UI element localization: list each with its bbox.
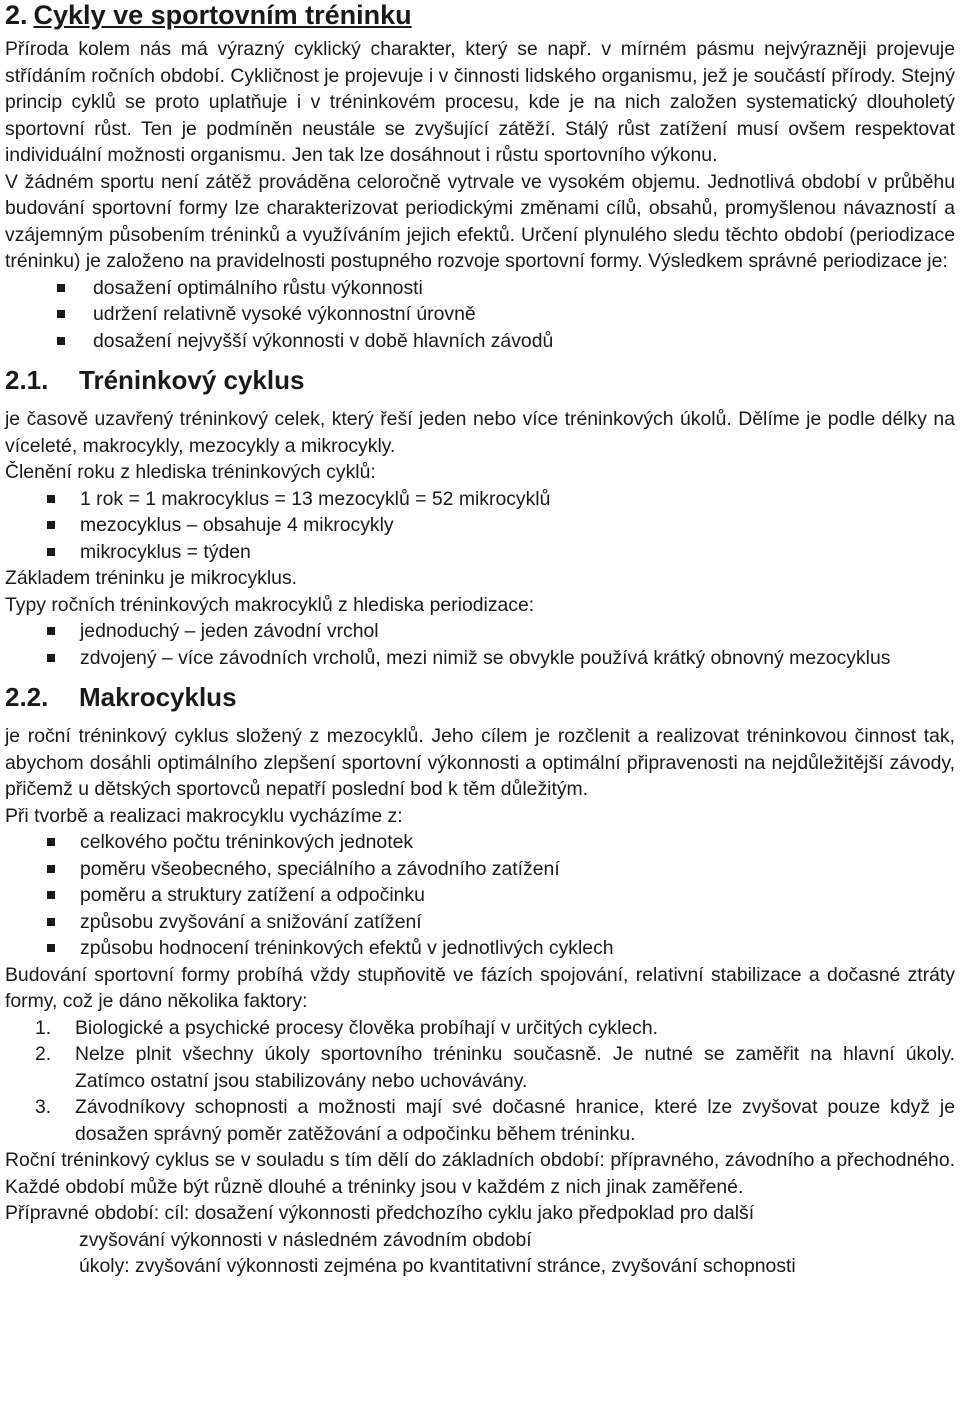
preparatory-period-line: úkoly: zvyšování výkonnosti zejména po kvantitativní stránce, zvyšování schopnosti bbox=[79, 1255, 796, 1277]
subsection-title: Tréninkový cyklus bbox=[79, 365, 305, 395]
list-item: způsobu hodnocení tréninkových efektů v jednotlivých cyklech bbox=[5, 935, 955, 962]
list-item: způsobu zvyšování a snižování zatížení bbox=[5, 909, 955, 936]
list-item: 1 rok = 1 makrocyklus = 13 mezocyklů = 52 mikrocyklů bbox=[5, 486, 955, 513]
macrocycle-types-list bbox=[5, 618, 955, 671]
item-text: Nelze plnit všechny úkoly sportovního tréninku současně. Je nutné se zaměřit na hlavní úkoly. Zatímco ostatní jsou stabilizovány nebo uchovávány. bbox=[75, 1043, 955, 1092]
preparatory-period-line: Přípravné období: cíl: dosažení výkonnosti předchozího cyklu jako předpoklad pro další bbox=[5, 1202, 755, 1224]
list-item: jednoduchý – jeden závodní vrchol bbox=[5, 618, 955, 645]
list-item: dosažení optimálního růstu výkonnosti bbox=[5, 275, 955, 302]
item-number: 1. bbox=[35, 1016, 52, 1039]
list-item bbox=[5, 1094, 955, 1147]
training-cycle-definition: je časově uzavřený tréninkový celek, který řeší jeden nebo více tréninkových úkolů. Dělíme je podle délky na víceleté, makrocykly, mezocykly a mikrocykly. bbox=[5, 408, 955, 457]
list-item: zdvojený – více závodních vrcholů, mezi nimiž se obvykle používá krátký obnovný mezocyklus bbox=[5, 645, 955, 672]
year-division-label: Členění roku z hlediska tréninkových cyklů: bbox=[5, 461, 376, 483]
macrocycle-definition: je roční tréninkový cyklus složený z mezocyklů. Jeho cílem je rozčlenit a realizovat tréninkovou činnost tak, abychom dosáhli optimálního zlepšení sportovní výkonnosti a optimální připravenosti na nejdůležitější závody, přičemž u dětských sportovců nepatří poslední bod k těm důležitým. bbox=[5, 725, 955, 800]
list-item: dosažení nejvyšší výkonnosti v době hlavních závodů bbox=[5, 328, 955, 355]
periodization-results-list bbox=[5, 275, 955, 355]
factors-list bbox=[5, 1015, 955, 1148]
list-item: mezocyklus – obsahuje 4 mikrocykly bbox=[5, 512, 955, 539]
subsection-heading bbox=[5, 682, 955, 712]
subsection-number: 2.2. bbox=[5, 682, 49, 712]
list-item: mikrocyklus = týden bbox=[5, 539, 955, 566]
section-heading bbox=[5, 0, 955, 30]
item-number: 2. bbox=[35, 1043, 52, 1065]
item-text: Biologické a psychické procesy člověka probíhají v určitých cyklech. bbox=[75, 1016, 659, 1039]
list-item: poměru a struktury zatížení a odpočinku bbox=[5, 882, 955, 909]
periods-paragraph: Roční tréninkový cyklus se v souladu s tím dělí do základních období: přípravného, závodního a přechodného. Každé období může být různě dlouhé a tréninky jsou v každém z nich jinak zaměřené. bbox=[5, 1149, 955, 1198]
preparatory-period-line: zvyšování výkonnosti v následném závodním období bbox=[79, 1228, 532, 1251]
section-number: 2. bbox=[5, 0, 28, 30]
list-item: celkového počtu tréninkových jednotek bbox=[5, 829, 955, 856]
item-number: 3. bbox=[35, 1096, 52, 1118]
list-item bbox=[5, 1015, 955, 1042]
creation-label: Při tvorbě a realizaci makrocyklu vycházíme z: bbox=[5, 804, 403, 827]
basis-statement: Základem tréninku je mikrocyklus. bbox=[5, 567, 298, 589]
subsection-title: Makrocyklus bbox=[79, 682, 237, 712]
subsection-number: 2.1. bbox=[5, 365, 49, 395]
intro-paragraph: Příroda kolem nás má výrazný cyklický charakter, který se např. v mírném pásmu nejvýrazněji projevuje střídáním ročních období. Cykličnost je projevuje i v činnosti lidského organismu, jež je součástí přírody. Stejný princip cyklů se proto uplatňuje i v tréninkovém procesu, kde je na nich založen systematický dlouholetý sportovní růst. Ten je podmíněn neustále se zvyšující zátěží. Stálý růst zatížení musí ovšem respektovat individuální možnosti organismu. Jen tak lze dosáhnout i růstu sportovního výkonu. bbox=[5, 38, 955, 166]
list-item bbox=[5, 1041, 955, 1094]
periodization-paragraph: V žádném sportu není zátěž prováděna celoročně vytrvale ve vysokém objemu. Jednotlivá období v průběhu budování sportovní formy lze charakterizovat periodickými změnami cílů, obsahů, promyšlenou návazností a vzájemným působením tréninků a využíváním jejich efektů. Určení plynulého sledu těchto období (periodizace tréninku) je založeno na pravidelnosti postupného rozvoje sportovní formy. Výsledkem správné periodizace je: bbox=[5, 170, 955, 272]
item-text: Závodníkovy schopnosti a možnosti mají své dočasné hranice, které lze zvyšovat pouze když je dosažen správný poměr zatěžování a odpočinku během tréninku. bbox=[75, 1096, 955, 1145]
section-title: Cykly ve sportovním tréninku bbox=[33, 0, 412, 30]
year-division-list bbox=[5, 486, 955, 566]
creation-factors-list bbox=[5, 829, 955, 962]
list-item: poměru všeobecného, speciálního a závodního zatížení bbox=[5, 856, 955, 883]
list-item: udržení relativně vysoké výkonnostní úrovně bbox=[5, 301, 955, 328]
subsection-heading bbox=[5, 365, 955, 395]
form-building-paragraph: Budování sportovní formy probíhá vždy stupňovitě ve fázích spojování, relativní stabilizace a dočasné ztráty formy, což je dáno několika faktory: bbox=[5, 963, 955, 1012]
macrocycle-types-label: Typy ročních tréninkových makrocyklů z hlediska periodizace: bbox=[5, 593, 535, 616]
